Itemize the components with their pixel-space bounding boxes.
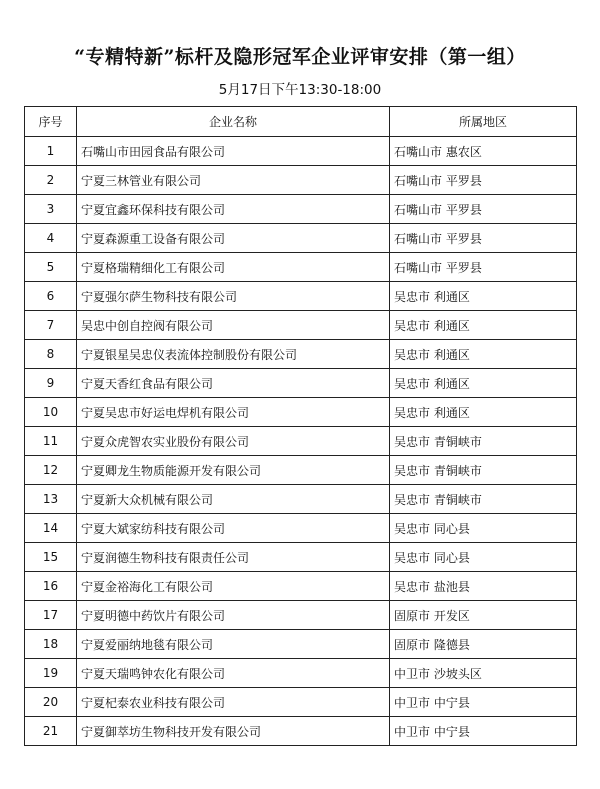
region-name: 石嘴山市 惠农区 xyxy=(390,137,577,166)
region-name: 石嘴山市 平罗县 xyxy=(390,166,577,195)
table-row xyxy=(25,601,577,630)
header-no: 序号 xyxy=(25,107,77,137)
row-number: 10 xyxy=(25,398,77,427)
table-row xyxy=(25,630,577,659)
region-name: 吴忠市 利通区 xyxy=(390,398,577,427)
region-name: 吴忠市 青铜峡市 xyxy=(390,456,577,485)
region-name: 中卫市 沙坡头区 xyxy=(390,659,577,688)
table-row xyxy=(25,398,577,427)
region-name: 吴忠市 利通区 xyxy=(390,369,577,398)
row-number: 21 xyxy=(25,717,77,746)
company-name: 宁夏金裕海化工有限公司 xyxy=(77,572,390,601)
company-name: 宁夏格瑞精细化工有限公司 xyxy=(77,253,390,282)
region-name: 吴忠市 同心县 xyxy=(390,514,577,543)
company-name: 宁夏宜鑫环保科技有限公司 xyxy=(77,195,390,224)
region-name: 吴忠市 利通区 xyxy=(390,282,577,311)
region-name: 吴忠市 青铜峡市 xyxy=(390,427,577,456)
company-name: 宁夏新大众机械有限公司 xyxy=(77,485,390,514)
row-number: 3 xyxy=(25,195,77,224)
company-name: 宁夏三林管业有限公司 xyxy=(77,166,390,195)
table-row xyxy=(25,224,577,253)
company-name: 吴忠中创自控阀有限公司 xyxy=(77,311,390,340)
table-body xyxy=(25,137,577,746)
row-number: 6 xyxy=(25,282,77,311)
company-name: 宁夏大斌家纺科技有限公司 xyxy=(77,514,390,543)
table-row xyxy=(25,369,577,398)
row-number: 1 xyxy=(25,137,77,166)
region-name: 石嘴山市 平罗县 xyxy=(390,253,577,282)
company-name: 宁夏御萃坊生物科技开发有限公司 xyxy=(77,717,390,746)
table-row xyxy=(25,166,577,195)
company-name: 宁夏天瑞鸣钟农化有限公司 xyxy=(77,659,390,688)
row-number: 20 xyxy=(25,688,77,717)
header-name: 企业名称 xyxy=(77,107,390,137)
table-header-row xyxy=(25,107,577,137)
table-row xyxy=(25,485,577,514)
table-row xyxy=(25,195,577,224)
table-row xyxy=(25,514,577,543)
row-number: 13 xyxy=(25,485,77,514)
document-title: “专精特新”标杆及隐形冠军企业评审安排（第一组） xyxy=(74,46,526,68)
company-name: 宁夏银星吴忠仪表流体控制股份有限公司 xyxy=(77,340,390,369)
enterprise-table xyxy=(24,106,577,746)
row-number: 19 xyxy=(25,659,77,688)
company-name: 宁夏吴忠市好运电焊机有限公司 xyxy=(77,398,390,427)
region-name: 中卫市 中宁县 xyxy=(390,717,577,746)
company-name: 石嘴山市田园食品有限公司 xyxy=(77,137,390,166)
schedule-time: 5月17日下午13:30-18:00 xyxy=(218,82,382,98)
company-name: 宁夏强尔萨生物科技有限公司 xyxy=(77,282,390,311)
row-number: 17 xyxy=(25,601,77,630)
row-number: 8 xyxy=(25,340,77,369)
table-row xyxy=(25,282,577,311)
table-row xyxy=(25,659,577,688)
table-row xyxy=(25,340,577,369)
row-number: 12 xyxy=(25,456,77,485)
table-row xyxy=(25,543,577,572)
region-name: 石嘴山市 平罗县 xyxy=(390,224,577,253)
company-name: 宁夏明德中药饮片有限公司 xyxy=(77,601,390,630)
region-name: 固原市 开发区 xyxy=(390,601,577,630)
header-region: 所属地区 xyxy=(390,107,577,137)
row-number: 5 xyxy=(25,253,77,282)
company-name: 宁夏天香红食品有限公司 xyxy=(77,369,390,398)
table-row xyxy=(25,688,577,717)
table-row xyxy=(25,253,577,282)
row-number: 18 xyxy=(25,630,77,659)
table-row xyxy=(25,137,577,166)
row-number: 15 xyxy=(25,543,77,572)
region-name: 石嘴山市 平罗县 xyxy=(390,195,577,224)
row-number: 7 xyxy=(25,311,77,340)
table-row xyxy=(25,717,577,746)
table-row xyxy=(25,456,577,485)
row-number: 16 xyxy=(25,572,77,601)
region-name: 吴忠市 利通区 xyxy=(390,340,577,369)
region-name: 吴忠市 盐池县 xyxy=(390,572,577,601)
region-name: 中卫市 中宁县 xyxy=(390,688,577,717)
table-row xyxy=(25,311,577,340)
region-name: 吴忠市 青铜峡市 xyxy=(390,485,577,514)
company-name: 宁夏润德生物科技有限责任公司 xyxy=(77,543,390,572)
row-number: 4 xyxy=(25,224,77,253)
table-row xyxy=(25,427,577,456)
company-name: 宁夏杞泰农业科技有限公司 xyxy=(77,688,390,717)
region-name: 吴忠市 利通区 xyxy=(390,311,577,340)
row-number: 2 xyxy=(25,166,77,195)
company-name: 宁夏众虎智农实业股份有限公司 xyxy=(77,427,390,456)
row-number: 14 xyxy=(25,514,77,543)
table-row xyxy=(25,572,577,601)
company-name: 宁夏森源重工设备有限公司 xyxy=(77,224,390,253)
company-name: 宁夏爱丽纳地毯有限公司 xyxy=(77,630,390,659)
row-number: 9 xyxy=(25,369,77,398)
region-name: 吴忠市 同心县 xyxy=(390,543,577,572)
region-name: 固原市 隆德县 xyxy=(390,630,577,659)
row-number: 11 xyxy=(25,427,77,456)
company-name: 宁夏卿龙生物质能源开发有限公司 xyxy=(77,456,390,485)
